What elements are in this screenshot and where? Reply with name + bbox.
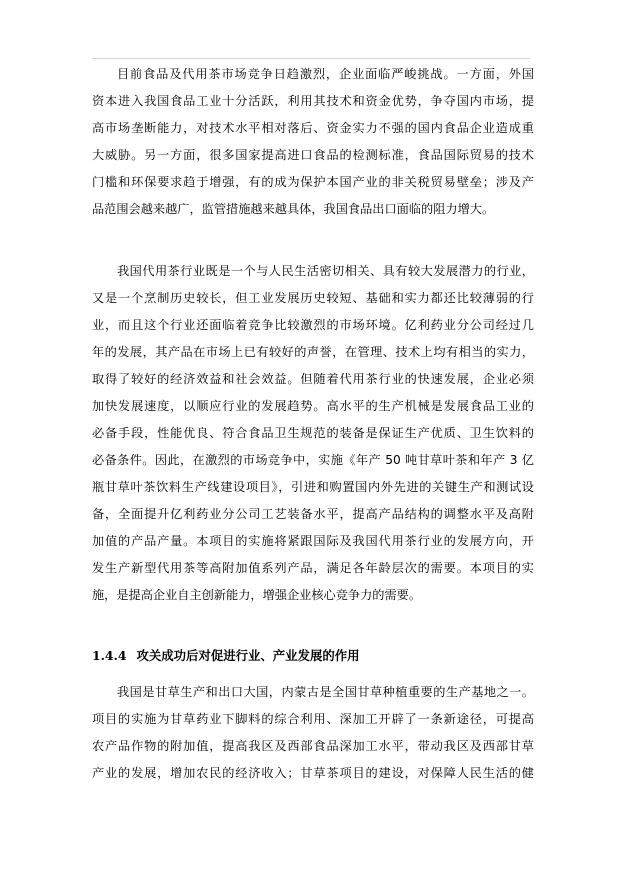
paragraph-2-line-6: 加快发展速度，以顺应行业的发展趋势。高水平的生产机械是发展食品工业的 xyxy=(92,399,534,413)
paragraph-2-line-8: 必备条件。因此，在激烈的市场竞争中，实施《年产 50 吨甘草叶茶和年产 3 亿 xyxy=(92,453,534,467)
paragraph-2-line-2: 又是一个烹制历史较长，但工业发展历史较短、基础和实力都还比较薄弱的行 xyxy=(92,291,534,305)
paragraph-1-line-3: 高市场垄断能力，对技术水平相对落后、资金实力不强的国内食品企业造成重 xyxy=(92,121,534,135)
paragraph-1-line-4: 大威胁。另一方面，很多国家提高进口食品的检测标准，食品国际贸易的技术 xyxy=(92,148,534,162)
paragraph-2-line-4: 年的发展，其产品在市场上已有较好的声誉，在管理、技术上均有相当的实力， xyxy=(92,345,534,359)
paragraph-3 xyxy=(92,679,534,787)
paragraph-2-line-11: 加值的产品产量。本项目的实施将紧跟国际及我国代用茶行业的发展方向，开 xyxy=(92,534,534,548)
paragraph-2-line-9: 瓶甘草叶茶饮料生产线建设项目》，引进和购置国内外先进的关键生产和测试设 xyxy=(92,480,534,494)
paragraph-3-line-1: 我国是甘草生产和出口大国，内蒙古是全国甘草种植重要的生产基地之一。 xyxy=(117,685,534,699)
paragraph-2-line-7: 必备手段，性能优良、符合食品卫生规范的装备是保证生产优质、卫生饮料的 xyxy=(92,426,534,440)
paragraph-2-line-5: 取得了较好的经济效益和社会效益。但随着代用茶行业的快速发展，企业必须 xyxy=(92,372,534,386)
paragraph-1-line-2: 资本进入我国食品工业十分活跃，利用其技术和资金优势，争夺国内市场，提 xyxy=(92,94,534,108)
paragraph-1 xyxy=(92,61,534,223)
paragraph-2 xyxy=(92,258,534,609)
section-number: 1.4.4 xyxy=(92,648,127,663)
paragraph-2-line-12: 发生产新型代用茶等高附加值系列产品，满足各年龄层次的需要。本项目的实 xyxy=(92,561,534,575)
paragraph-2-line-13: 施，是提高企业自主创新能力，增强企业核心竞争力的需要。 xyxy=(92,588,422,602)
paragraph-3-line-3: 农产品作物的附加值，提高我区及西部食品深加工水平，带动我区及西部甘草 xyxy=(92,739,534,753)
paragraph-1-line-1: 目前食品及代用茶市场竞争日趋激烈，企业面临严峻挑战。一方面，外国 xyxy=(117,67,534,81)
paragraph-2-line-1: 我国代用茶行业既是一个与人民生活密切相关、具有较大发展潜力的行业， xyxy=(117,264,534,278)
header-rule xyxy=(92,58,530,59)
paragraph-1-line-5: 门槛和环保要求趋于增强，有的成为保护本国产业的非关税贸易壁垒；涉及产 xyxy=(92,175,534,189)
paragraph-3-line-4: 产业的发展，增加农民的经济收入；甘草茶项目的建设，对保障人民生活的健 xyxy=(92,766,534,780)
section-heading xyxy=(92,642,360,669)
section-title: 攻关成功后对促进行业、产业发展的作用 xyxy=(136,648,360,663)
paragraph-1-line-6: 品范围会越来越广，监管措施越来越具体，我国食品出口面临的阻力增大。 xyxy=(92,202,495,216)
paragraph-2-line-3: 业，而且这个行业还面临着竞争比较激烈的市场环境。亿利药业分公司经过几 xyxy=(92,318,534,332)
paragraph-3-line-2: 项目的实施为甘草药业下脚料的综合利用、深加工开辟了一条新途径，可提高 xyxy=(92,712,534,726)
paragraph-2-line-10: 备，全面提升亿利药业分公司工艺装备水平，提高产品结构的调整水平及高附 xyxy=(92,507,534,521)
